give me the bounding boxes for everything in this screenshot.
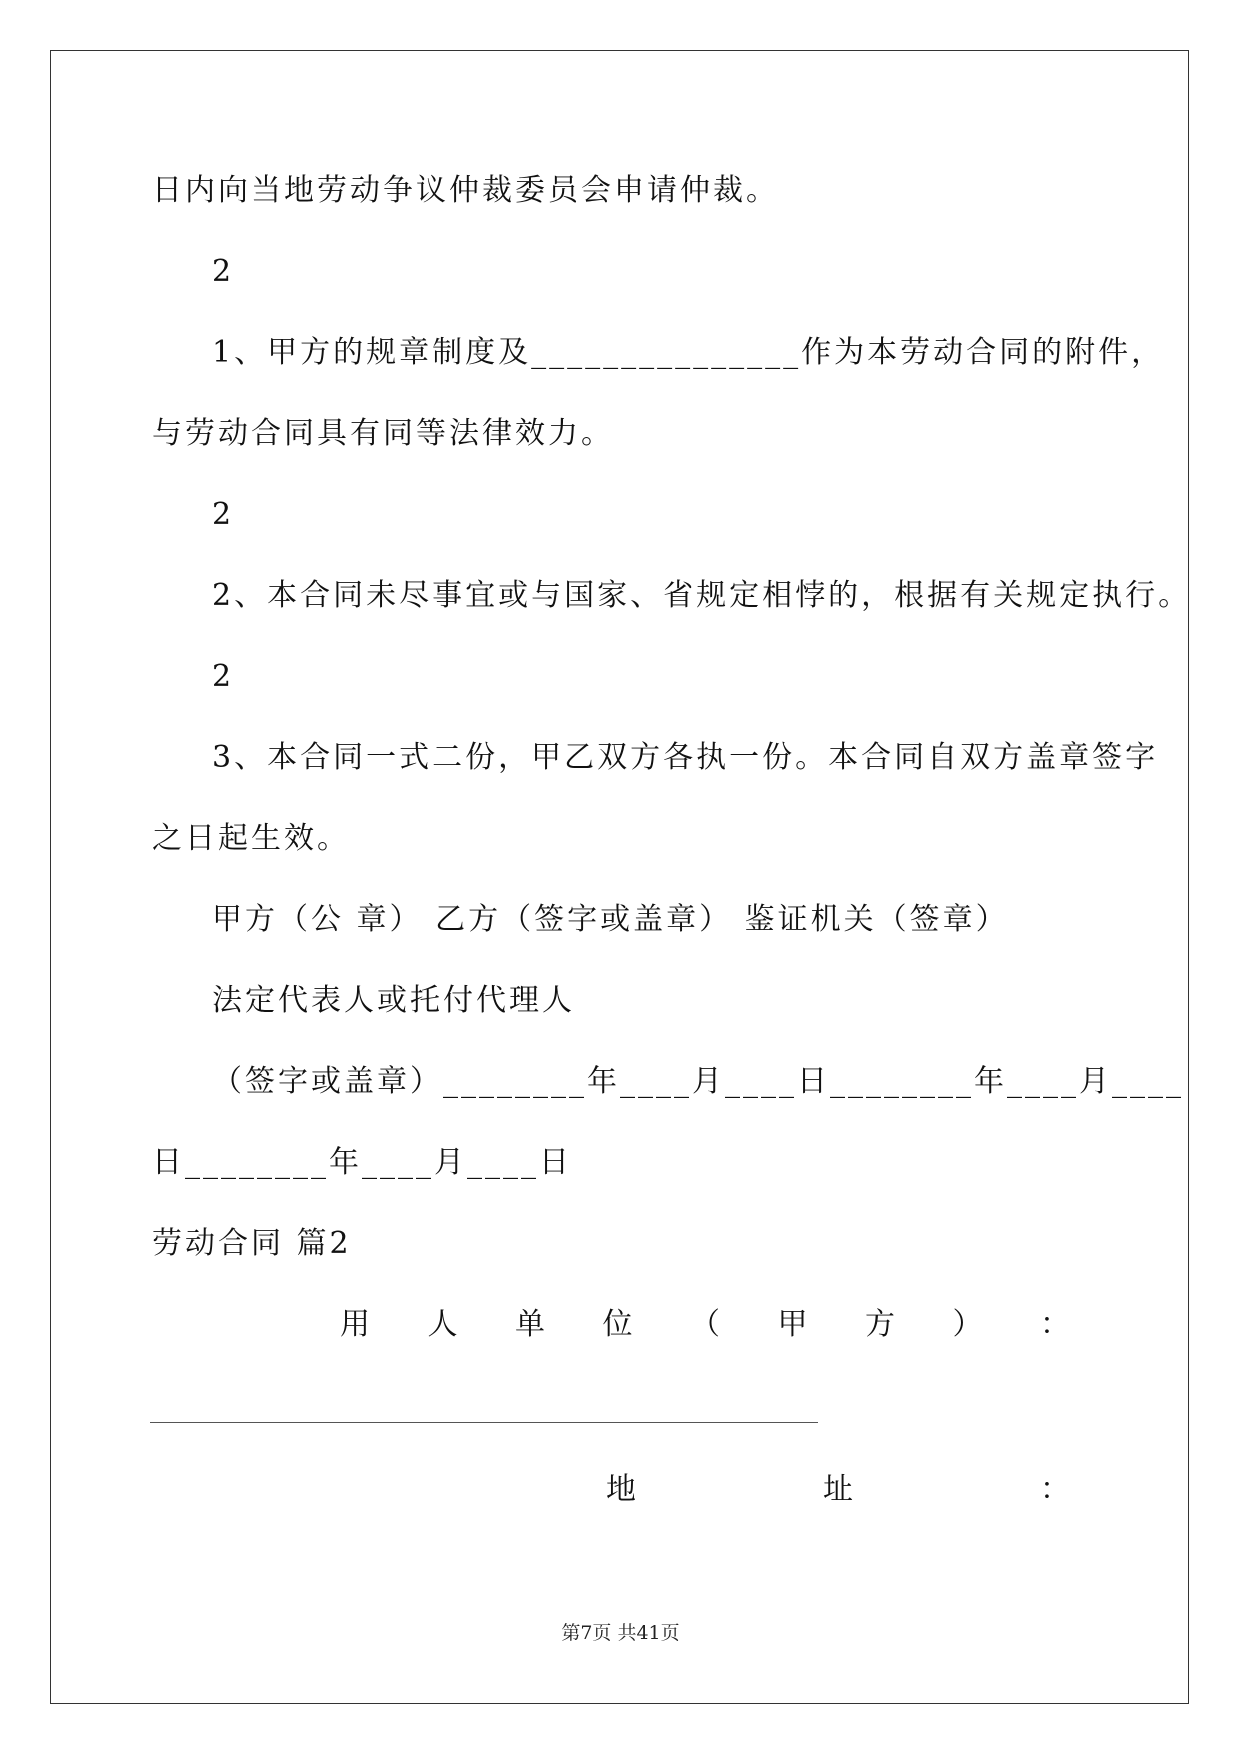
employer-char: 位	[602, 1307, 633, 1342]
employer-char: 甲	[777, 1307, 808, 1342]
section-title: 劳动合同 篇2	[152, 1226, 352, 1261]
address-char: ：	[1040, 1472, 1070, 1507]
employer-char: 用	[340, 1307, 370, 1342]
employer-char: ）	[952, 1307, 983, 1342]
employer-char: 方	[865, 1307, 895, 1342]
legal-representative: 法定代表人或托付代理人	[212, 983, 575, 1018]
address-char: 地	[606, 1472, 636, 1507]
employer-char: ：	[1040, 1307, 1070, 1342]
section-number: 2	[212, 254, 235, 289]
blank-fill-line	[150, 1422, 818, 1423]
section-number: 2	[212, 497, 235, 532]
address-label-row	[606, 1472, 1070, 1507]
section-number: 2	[212, 659, 235, 694]
signature-parties: 甲方（公 章） 乙方（签字或盖章） 鉴证机关（签章）	[212, 902, 1009, 937]
employer-char: （	[690, 1307, 720, 1342]
page-footer: 第7页 共41页	[561, 1622, 680, 1644]
clause-2: 2、本合同未尽事宜或与国家、省规定相悖的，根据有关规定执行。	[212, 578, 1192, 613]
page-frame	[50, 50, 1192, 1704]
employer-char: 单	[515, 1307, 545, 1342]
signature-date-line-continued: 日________年____月____日	[152, 1145, 572, 1180]
employer-label-row	[340, 1307, 1070, 1342]
clause-3-continued: 之日起生效。	[152, 821, 350, 856]
clause-1-continued: 与劳动合同具有同等法律效力。	[152, 416, 614, 451]
clause-1: 1、甲方的规章制度及_______________作为本劳动合同的附件，	[212, 335, 1165, 370]
clause-3: 3、本合同一式二份，甲乙双方各执一份。本合同自双方盖章签字	[212, 740, 1159, 775]
address-char: 址	[823, 1472, 853, 1507]
text-line-1: 日内向当地劳动争议仲裁委员会申请仲裁。	[152, 173, 779, 208]
employer-char: 人	[427, 1307, 458, 1342]
signature-date-line: （签字或盖章）________年____月____日________年____月____	[212, 1064, 1184, 1099]
